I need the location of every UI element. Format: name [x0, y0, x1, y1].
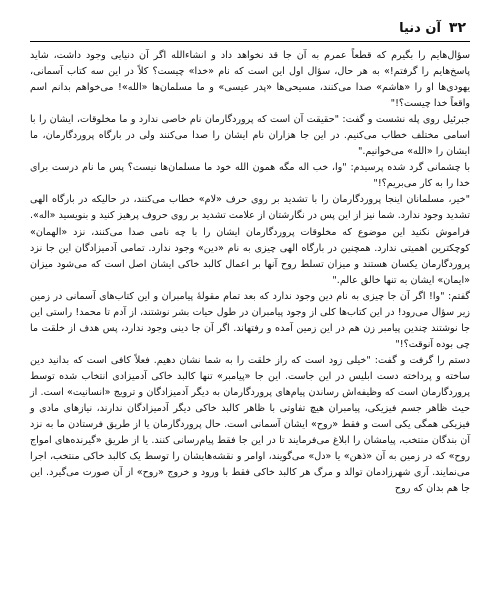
running-title: آن دنیا [399, 21, 441, 36]
paragraph: "خیر، مسلمانان اینجا پروردگارمان را با تشدید بر روی حرف «لام» خطاب می‌کنند، در حالیکه در بارگاه الهی تشدید وجود ندارد. شما نیز از این پس در نگارشتان از علامت تشدید بر روی حروف پرهیز کنید و بنویسید «اله». فراموش نکنید این موضوع که مخلوقات پروردگارمان ایشان را با چه نامی صدا می‌کنند، نزد «الهمان» کوچکترین اهمیتی ندارد. همچنین در بارگاه الهی چیزی به نام «دین» وجود ندارد. تمامی آدمیزادگان این جا نزد پروردگارمان یکسان هستند و میزان تسلط روح آنها بر اعمال کالبد خاکی ایشان اصل است که می‌شود میزان «ایمان» ایشان به تنها خالق عالم." [30, 194, 470, 286]
page-number: ۳۲ [448, 20, 466, 36]
paragraph: گفتم: "وا! اگر آن جا چیزی به نام دین وجود ندارد که بعد تمام مقولهٔ پیامبران و این کتاب‌های آسمانی در زمین زیر سؤال می‌رود! در این کتاب‌ها کلی از وجود پیامبران در طول حیات بشر نوشتند، از آدم تا محمد! راستی این جا نوشتند چندین پیامبر زن هم در این زمین آمده و رفتهاند. اگر آن جا دینی وجود ندارد، پس هدف از خلقت ما چی بوده آنوقت؟!" [30, 290, 470, 350]
page-header [30, 20, 470, 42]
paragraph: جبرئیل روی پله نشست و گفت: "حقیقت آن است که پروردگارمان نام خاصی ندارد و ما مخلوقات، ایشان را با اسامی مختلف خطاب می‌کنیم. در این جا هزاران نام ایشان را صدا می‌کنند ولی در بارگاه پروردگارمان، ما ایشان را «الله» می‌خوانیم." [30, 114, 470, 158]
paragraph: سؤال‌هایم را بگیرم که قطعاً عمرم به آن جا قد نخواهد داد و انشاءالله اگر آن دنیایی وجود داشت، شاید پاسخ‌هایم را گرفتم!» به هر حال، سؤال اول این است که نام «خدا» چیست؟ کلاً در این سه کتاب آسمانی، یهودی‌ها او را «هاشم» صدا می‌کنند، مسیحی‌ها «پدر عیسی» و ما مسلمان‌ها «الله»! می‌خواهم بدانم اسم واقعاً خدا چیست؟!" [30, 50, 470, 110]
page-body [30, 48, 470, 497]
paragraph: با چشمانی گرد شده پرسیدم: "وا، خب اله مگه همون الله خود ما مسلمان‌ها نیست؟ پس ما نام درست برای خدا را به کار می‌بریم؟!" [30, 162, 470, 190]
paragraph: دستم را گرفت و گفت: "خیلی زود است که راز خلقت را به شما نشان دهیم. فعلاً کافی است که بدانید دین ساخته و پرداخته دست ابلیس در این جاست. این جا «پیامبر» تنها کالبد خاکی آدمیزادی انتخاب شده توسط پروردگارمان است که وظیفه‌اش رساندن پیام‌های پروردگارمان به دیگر آدمیزادگان و ترویج «انسانیت» است. از حیث ظاهر جسم فیزیکی، پیامبران هیچ تفاوتی با ظاهر کالبد خاکی دیگر آدمیزادگان ندارند، نیازهای مادی و فیزیکی همگی یکی است و فقط «روح» ایشان آسمانی است. حال پروردگارمان یا از طریق فرستادن ما به نزد آن بندگان منتخب، پیامشان را ابلاغ می‌فرمایند تا در این جا فقط پیام‌رسانی کنند. یا از طریق «گیرنده‌های امواج روح» که در زمین به آن «ذهن» یا «دل» می‌گویند، اوامر و نقشه‌هایشان را توسط یک کالبد خاکی منتخب، اجرا می‌نمایند. آری شهرزادمان توالد و مرگ هر کالبد خاکی فقط با ورود و خروج «روح» از آن صورت می‌گیرد. این جا هم بدان که روح [30, 354, 470, 495]
